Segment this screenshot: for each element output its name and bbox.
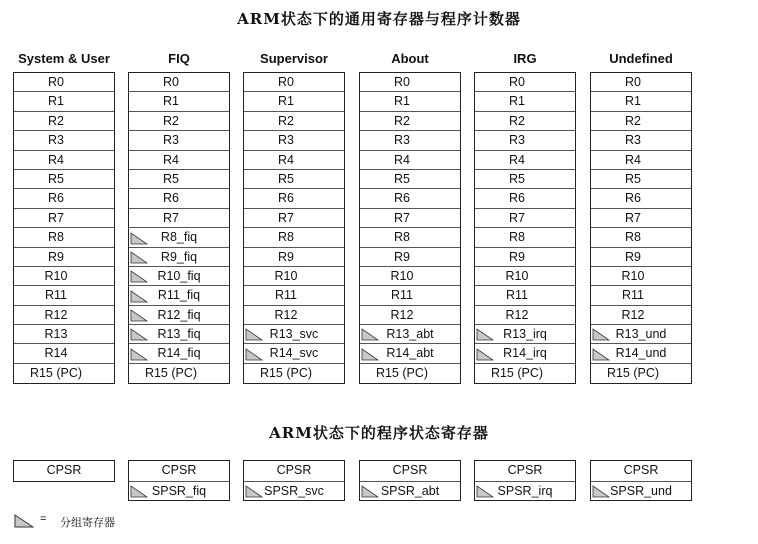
banked-marker-icon [130, 485, 148, 498]
register-cell [591, 73, 691, 92]
status-register-bank [128, 460, 230, 501]
banked-register-cell [591, 325, 691, 344]
register-label: R10 [621, 268, 645, 283]
register-cell [360, 73, 460, 92]
banked-marker-icon [476, 485, 494, 498]
banked-register-cell [360, 344, 460, 363]
register-label: R5 [625, 171, 641, 186]
register-cell [244, 286, 344, 305]
register-label: R1 [163, 94, 179, 109]
register-cell [591, 170, 691, 189]
status-register-bank [474, 460, 576, 501]
register-cell [591, 286, 691, 305]
register-cell [14, 73, 114, 92]
register-label: R15 (PC) [144, 365, 198, 380]
banked-register-cell [129, 248, 229, 267]
cpsr-cell [475, 461, 575, 481]
register-cell [14, 131, 114, 150]
register-label: R10 [505, 268, 529, 283]
register-label: R11_fiq [157, 288, 201, 303]
banked-marker-icon [130, 309, 148, 322]
register-cell [475, 228, 575, 247]
register-cell [129, 209, 229, 228]
register-label: R5 [394, 171, 410, 186]
register-cell [129, 73, 229, 92]
register-cell [14, 248, 114, 267]
register-cell [129, 92, 229, 111]
register-cell [14, 228, 114, 247]
register-bank [474, 72, 576, 384]
banked-marker-icon [245, 328, 263, 341]
spsr-cell [475, 481, 575, 501]
register-cell [244, 248, 344, 267]
status-register-bank [243, 460, 345, 501]
register-cell [14, 344, 114, 363]
banked-register-cell [129, 344, 229, 363]
register-cell [14, 325, 114, 344]
register-cell [591, 267, 691, 286]
register-label: R2 [278, 113, 294, 128]
status-register-label: CPSR [276, 463, 312, 477]
register-cell [591, 112, 691, 131]
register-cell [129, 364, 229, 383]
cpsr-cell [129, 461, 229, 481]
register-label: R2 [509, 113, 525, 128]
status-register-label: SPSR_fiq [151, 483, 207, 498]
register-label: R10 [44, 268, 68, 283]
banked-register-cell [129, 325, 229, 344]
status-register-label: SPSR_irq [497, 483, 553, 498]
status-register-label: SPSR_svc [264, 483, 324, 498]
register-cell [591, 151, 691, 170]
register-label: R12 [274, 307, 298, 322]
register-label: R8 [278, 230, 294, 245]
register-cell [591, 209, 691, 228]
banked-marker-icon [592, 348, 610, 361]
register-label: R13_irq [503, 327, 547, 342]
register-bank [359, 72, 461, 384]
mode-header: FIQ [168, 51, 190, 66]
register-label: R8 [394, 230, 410, 245]
register-bank [13, 72, 115, 384]
register-label: R13_abt [386, 327, 434, 342]
mode-header: Undefined [609, 51, 673, 66]
register-label: R4 [509, 152, 525, 167]
register-label: R2 [625, 113, 641, 128]
status-register-bank [359, 460, 461, 501]
register-label: R0 [394, 75, 410, 89]
banked-register-cell [129, 228, 229, 247]
register-label: R9 [625, 249, 641, 264]
register-label: R4 [625, 152, 641, 167]
register-cell [360, 131, 460, 150]
banked-marker-icon [592, 328, 610, 341]
banked-marker-icon [130, 232, 148, 245]
register-label: R1 [278, 94, 294, 109]
register-label: R10 [390, 268, 414, 283]
register-label: R0 [278, 75, 294, 89]
register-cell [129, 151, 229, 170]
register-cell [475, 92, 575, 111]
register-cell [475, 248, 575, 267]
register-label: R4 [48, 152, 64, 167]
banked-register-cell [244, 344, 344, 363]
register-label: R6 [278, 191, 294, 206]
banked-register-cell [129, 267, 229, 286]
banked-marker-icon [14, 514, 34, 528]
register-label: R11 [274, 288, 297, 303]
register-label: R11 [505, 288, 528, 303]
register-label: R11 [621, 288, 644, 303]
spsr-cell [129, 481, 229, 501]
register-cell [360, 286, 460, 305]
mode-header: IRG [513, 51, 537, 66]
register-cell [360, 267, 460, 286]
banked-register-cell [475, 344, 575, 363]
register-cell [475, 151, 575, 170]
register-label: R3 [509, 133, 525, 148]
register-label: R6 [48, 191, 64, 206]
banked-marker-icon [476, 328, 494, 341]
register-cell [475, 112, 575, 131]
banked-marker-icon [245, 485, 263, 498]
register-label: R0 [163, 75, 179, 89]
register-label: R7 [509, 210, 525, 225]
register-label: R5 [48, 171, 64, 186]
register-cell [129, 170, 229, 189]
general-registers-title: ARM状态下的通用寄存器与程序计数器 [237, 10, 521, 28]
register-cell [360, 364, 460, 383]
register-bank [590, 72, 692, 384]
register-label: R0 [625, 75, 641, 89]
register-cell [360, 189, 460, 208]
register-cell [475, 209, 575, 228]
register-label: R7 [278, 210, 294, 225]
banked-marker-icon [130, 270, 148, 283]
banked-marker-icon [130, 348, 148, 361]
register-cell [475, 286, 575, 305]
register-label: R13_und [615, 327, 667, 342]
register-label: R8 [509, 230, 525, 245]
register-label: R14_irq [503, 346, 547, 361]
register-label: R5 [278, 171, 294, 186]
status-register-label: CPSR [161, 463, 197, 477]
register-label: R11 [390, 288, 413, 303]
register-bank [243, 72, 345, 384]
register-label: R12 [505, 307, 529, 322]
register-label: R15 (PC) [259, 365, 313, 380]
register-cell [14, 112, 114, 131]
banked-register-cell [244, 325, 344, 344]
cpsr-cell [14, 461, 114, 481]
register-label: R3 [48, 133, 64, 148]
register-label: R2 [394, 113, 410, 128]
status-register-label: CPSR [507, 463, 543, 477]
register-label: R14_svc [269, 346, 319, 361]
banked-register-cell [591, 344, 691, 363]
status-register-label: SPSR_abt [380, 483, 440, 498]
register-label: R13_svc [269, 327, 319, 342]
register-label: R6 [163, 191, 179, 206]
register-label: R8 [625, 230, 641, 245]
register-label: R10_fiq [157, 268, 201, 283]
register-cell [244, 92, 344, 111]
register-label: R1 [509, 94, 525, 109]
register-label: R3 [163, 133, 179, 148]
register-label: R14_und [615, 346, 667, 361]
status-register-bank [590, 460, 692, 501]
status-register-label: CPSR [392, 463, 428, 477]
spsr-cell [360, 481, 460, 501]
register-bank [128, 72, 230, 384]
register-cell [244, 151, 344, 170]
mode-header: System & User [18, 51, 110, 66]
spsr-cell [591, 481, 691, 501]
register-label: R9_fiq [160, 249, 198, 264]
register-label: R13_fiq [157, 327, 201, 342]
register-cell [244, 228, 344, 247]
register-label: R10 [274, 268, 298, 283]
register-cell [360, 228, 460, 247]
register-label: R12 [390, 307, 414, 322]
register-label: R2 [163, 113, 179, 128]
register-label: R13 [44, 327, 68, 342]
status-register-bank [13, 460, 115, 482]
register-cell [360, 92, 460, 111]
register-label: R11 [44, 288, 67, 303]
register-label: R7 [48, 210, 64, 225]
register-label: R1 [48, 94, 64, 109]
register-cell [129, 131, 229, 150]
register-label: R12_fiq [157, 307, 201, 322]
register-label: R8 [48, 230, 64, 245]
banked-marker-icon [592, 485, 610, 498]
register-cell [244, 267, 344, 286]
register-cell [244, 364, 344, 383]
register-label: R6 [509, 191, 525, 206]
register-cell [591, 92, 691, 111]
mode-header: Supervisor [260, 51, 328, 66]
register-cell [244, 170, 344, 189]
register-label: R14_abt [386, 346, 434, 361]
register-cell [129, 112, 229, 131]
register-cell [360, 209, 460, 228]
banked-marker-icon [130, 290, 148, 303]
register-label: R5 [163, 171, 179, 186]
banked-marker-icon [476, 348, 494, 361]
status-register-label: SPSR_und [610, 483, 672, 498]
register-cell [475, 131, 575, 150]
register-cell [360, 248, 460, 267]
banked-marker-icon [245, 348, 263, 361]
status-register-label: CPSR [623, 463, 659, 477]
register-label: R3 [625, 133, 641, 148]
register-cell [591, 228, 691, 247]
banked-register-cell [129, 306, 229, 325]
register-label: R7 [394, 210, 410, 225]
register-cell [591, 306, 691, 325]
register-cell [14, 189, 114, 208]
register-label: R4 [394, 152, 410, 167]
register-cell [360, 306, 460, 325]
register-cell [475, 306, 575, 325]
register-cell [14, 267, 114, 286]
register-label: R3 [394, 133, 410, 148]
register-cell [475, 267, 575, 286]
register-label: R7 [163, 210, 179, 225]
register-label: R7 [625, 210, 641, 225]
status-register-label: CPSR [46, 463, 82, 477]
register-label: R4 [163, 152, 179, 167]
register-cell [360, 112, 460, 131]
register-cell [591, 131, 691, 150]
mode-header: About [391, 51, 429, 66]
register-cell [14, 286, 114, 305]
register-label: R8_fiq [160, 230, 198, 245]
register-label: R15 (PC) [606, 365, 660, 380]
register-cell [14, 306, 114, 325]
banked-marker-icon [361, 485, 379, 498]
register-cell [475, 170, 575, 189]
register-cell [244, 306, 344, 325]
legend-label: 分组寄存器 [60, 517, 115, 529]
cpsr-cell [591, 461, 691, 481]
register-cell [14, 170, 114, 189]
register-label: R15 (PC) [375, 365, 429, 380]
banked-marker-icon [361, 328, 379, 341]
register-cell [244, 73, 344, 92]
register-cell [591, 248, 691, 267]
register-label: R0 [48, 75, 64, 89]
cpsr-cell [360, 461, 460, 481]
register-cell [129, 189, 229, 208]
register-label: R9 [48, 249, 64, 264]
banked-marker-icon [361, 348, 379, 361]
register-label: R9 [394, 249, 410, 264]
register-cell [360, 151, 460, 170]
register-label: R3 [278, 133, 294, 148]
banked-marker-icon [130, 328, 148, 341]
register-cell [244, 189, 344, 208]
register-label: R6 [625, 191, 641, 206]
register-cell [591, 364, 691, 383]
legend-equals: = [40, 513, 47, 525]
banked-register-cell [475, 325, 575, 344]
register-cell [475, 364, 575, 383]
register-label: R12 [621, 307, 645, 322]
register-cell [475, 189, 575, 208]
status-registers-title: ARM状态下的程序状态寄存器 [269, 424, 489, 442]
register-cell [14, 364, 114, 383]
register-label: R9 [509, 249, 525, 264]
cpsr-cell [244, 461, 344, 481]
register-label: R15 (PC) [29, 365, 83, 380]
spsr-cell [244, 481, 344, 501]
register-label: R12 [44, 307, 68, 322]
banked-marker-icon [130, 251, 148, 264]
banked-register-cell [129, 286, 229, 305]
register-cell [244, 209, 344, 228]
register-label: R4 [278, 152, 294, 167]
register-label: R9 [278, 249, 294, 264]
banked-register-cell [360, 325, 460, 344]
register-cell [591, 189, 691, 208]
register-cell [14, 151, 114, 170]
register-cell [360, 170, 460, 189]
register-label: R14_fiq [157, 346, 201, 361]
register-label: R2 [48, 113, 64, 128]
register-cell [14, 92, 114, 111]
register-label: R5 [509, 171, 525, 186]
register-label: R1 [394, 94, 410, 109]
register-cell [244, 131, 344, 150]
register-cell [475, 73, 575, 92]
register-label: R6 [394, 191, 410, 206]
register-cell [244, 112, 344, 131]
register-label: R0 [509, 75, 525, 89]
register-label: R14 [44, 346, 68, 361]
register-label: R15 (PC) [490, 365, 544, 380]
register-cell [14, 209, 114, 228]
register-label: R1 [625, 94, 641, 109]
